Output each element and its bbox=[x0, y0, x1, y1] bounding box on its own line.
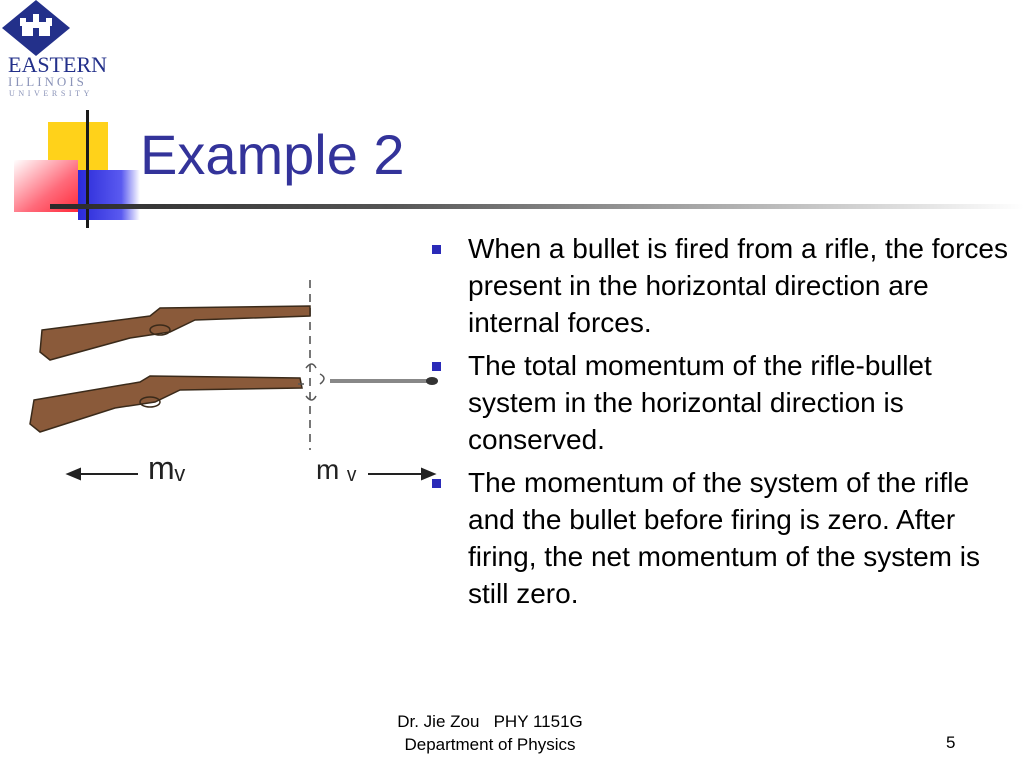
arrow-left-icon bbox=[68, 469, 138, 479]
arrow-right-icon bbox=[368, 469, 434, 479]
rifle-after-icon bbox=[30, 376, 302, 432]
bullet-text: When a bullet is fired from a rifle, the forces present in the horizontal direction are internal forces. bbox=[468, 233, 1008, 338]
footer-author-course: Dr. Jie Zou PHY 1151G bbox=[397, 712, 583, 731]
bullet-square-icon bbox=[432, 362, 441, 371]
bullet-square-icon bbox=[432, 245, 441, 254]
university-logo bbox=[0, 0, 107, 104]
rifle-momentum-label: mᵥ bbox=[148, 450, 185, 486]
bullet-icon bbox=[330, 377, 438, 385]
bullet-item bbox=[428, 230, 1008, 341]
rifle-recoil-illustration bbox=[20, 280, 440, 500]
logo-text-illinois: ILLINOIS bbox=[8, 74, 87, 89]
rifle-before-icon bbox=[40, 306, 310, 360]
page-number: 5 bbox=[946, 733, 956, 752]
footer-info bbox=[380, 710, 600, 756]
bullet-text: The momentum of the system of the rifle and the bullet before firing is zero. After firing, the net momentum of the system is still zero. bbox=[468, 467, 980, 609]
bullet-momentum-label: m ᵥ bbox=[316, 454, 357, 485]
bullet-text: The total momentum of the rifle-bullet system in the horizontal direction is conserved. bbox=[468, 350, 932, 455]
bullet-item bbox=[428, 464, 1008, 612]
slide-title: Example 2 bbox=[140, 123, 405, 186]
footer-department: Department of Physics bbox=[404, 735, 576, 754]
bullet-square-icon bbox=[432, 479, 441, 488]
castle-diamond-icon bbox=[0, 0, 104, 56]
bullet-item bbox=[428, 347, 1008, 458]
logo-text-eastern: EASTERN bbox=[8, 52, 107, 77]
bullet-list bbox=[428, 230, 1008, 618]
decorative-squares bbox=[0, 110, 150, 230]
title-divider bbox=[50, 204, 1024, 209]
logo-text-university: UNIVERSITY bbox=[9, 89, 93, 98]
